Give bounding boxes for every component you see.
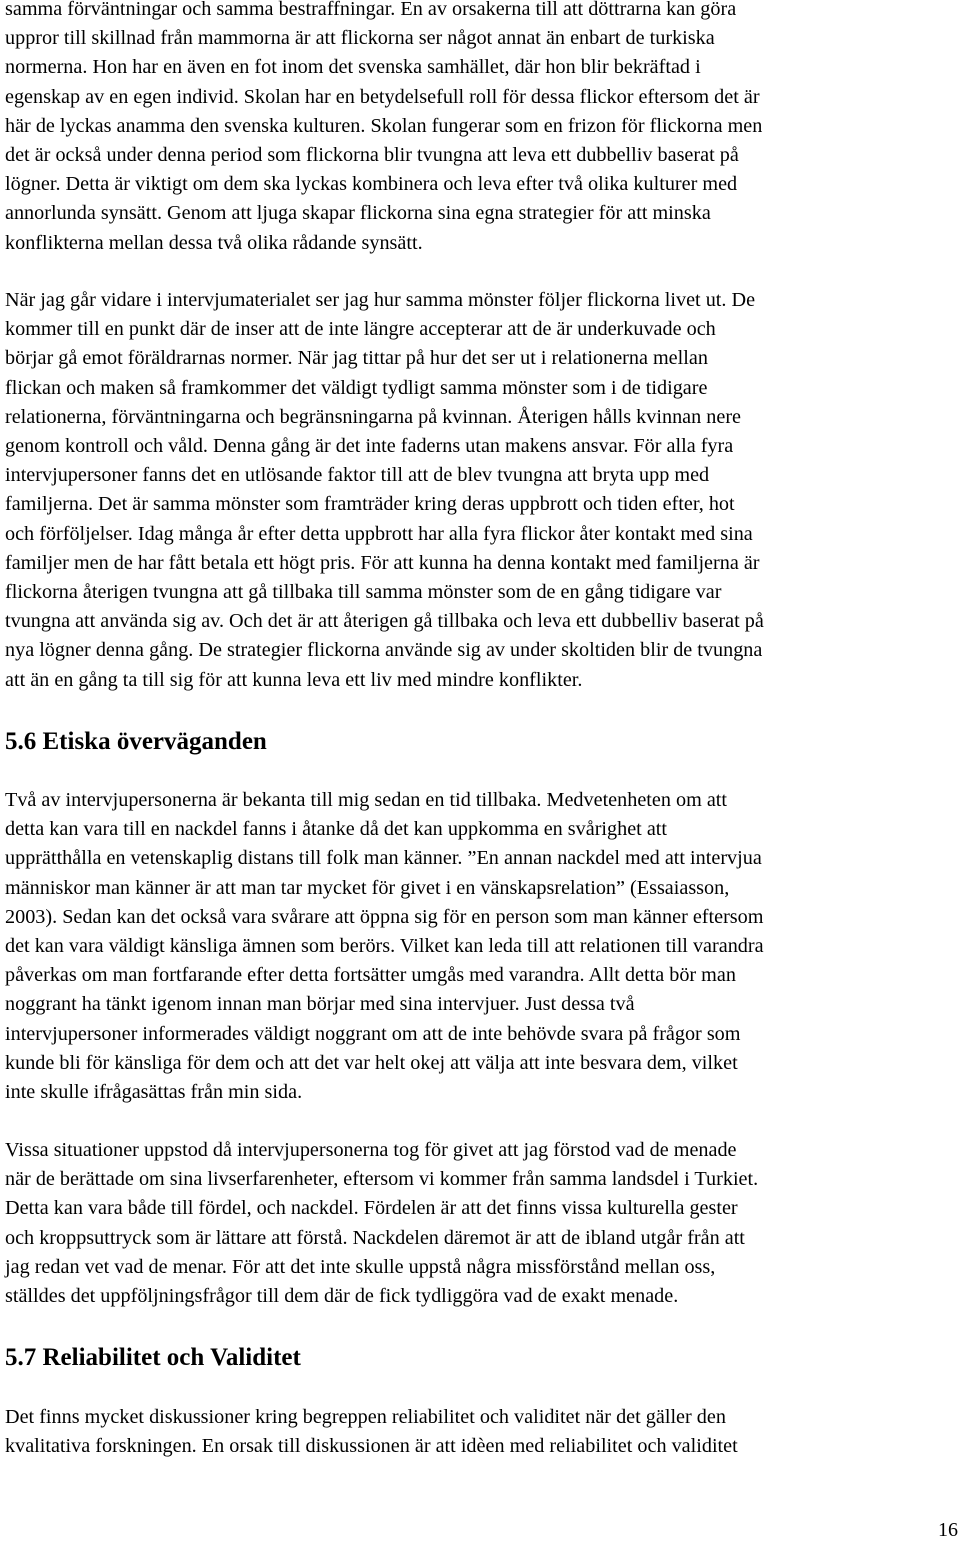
text-line: Detta kan vara både till fördel, och nackdel. Fördelen är att det finns vissa kulturella gester [5, 1197, 738, 1220]
page-number: 16 [938, 1519, 958, 1541]
text-line: påverkas om man fortfarande efter detta fortsätter umgås med varandra. Allt detta bör man [5, 964, 736, 987]
text-line: nya lögner denna gång. De strategier flickorna använde sig av under skoltiden blir de tvungna [5, 639, 763, 662]
text-line: Två av intervjupersonerna är bekanta till mig sedan en tid tillbaka. Medvetenheten om att [5, 789, 728, 811]
paragraph-ethics-familiar-interviewees [5, 786, 764, 1107]
text-line: Vissa situationer uppstod då intervjupersonerna tog för givet att jag förstod vad de menade [5, 1139, 737, 1161]
text-line: egenskap av en egen individ. Skolan har en betydelsefull roll för dessa flickor eftersom det är [5, 85, 760, 108]
text-line: flickorna återigen tvungna att gå tillbaka till samma mönster som de en gång tidigare var [5, 581, 722, 604]
text-line: annorlunda synsätt. Genom att ljuga skapar flickorna sina egna strategier för att minska [5, 202, 711, 225]
text-line: kvalitativa forskningen. En orsak till diskussionen är att idèen med reliabilitet och validitet [5, 1435, 738, 1458]
paragraph-shared-background [5, 1136, 758, 1311]
paragraph-reliability-validity [5, 1403, 738, 1461]
text-line: och kroppsuttryck som är lättare att förstå. Nackdelen däremot är att de ibland utgår från att [5, 1226, 745, 1249]
text-line: När jag går vidare i intervjumaterialet ser jag hur samma mönster följer flickorna livet ut. De [5, 289, 756, 311]
text-line: det är också under denna period som flickorna blir tvungna att leva ett dubbelliv baserat på [5, 144, 739, 167]
text-line: människor man känner är att man tar mycket för givet i en vänskapsrelation” (Essaiasson, [5, 876, 730, 899]
text-line: börjar gå emot föräldrarnas normer. När jag tittar på hur det ser ut i relationerna mellan [5, 347, 708, 370]
text-line: genom kontroll och våld. Denna gång är det inte faderns utan makens ansvar. För alla fyra [5, 435, 734, 458]
text-line: flickan och maken så framkommer det väldigt tydligt samma mönster som i de tidigare [5, 376, 708, 399]
text-line: relationerna, förväntningarna och begränsningarna på kvinnan. Återigen hålls kvinnan nere [5, 405, 742, 428]
text-line: här de lyckas anamma den svenska kulturen. Skolan fungerar som en frizon för flickorna men [5, 114, 763, 137]
text-line: tvungna att använda sig av. Och det är att återigen gå tillbaka och leva ett dubbelliv baserat på [5, 610, 764, 633]
text-line: uppror till skillnad från mammorna är att flickorna ser något annat än enbart de turkiska [5, 27, 715, 50]
text-line: det kan vara väldigt känsliga ämnen som berörs. Vilket kan leda till att relationen till varandra [5, 935, 764, 958]
text-line: lögner. Detta är viktigt om dem ska lyckas kombinera och leva efter två olika kulturer med [5, 173, 738, 196]
text-line: samma förväntningar och samma bestraffningar. En av orsakerna till att döttrarna kan göra [5, 0, 737, 20]
text-line: detta kan vara till en nackdel fanns i åtanke då det kan uppkomma en svårighet att [5, 818, 668, 841]
text-line: familjer men de har fått betala ett högt pris. För att kunna ha denna kontakt med familjerna är [5, 551, 760, 574]
text-line: familjerna. Det är samma mönster som framträder kring deras uppbrott och tiden efter, hot [5, 493, 735, 516]
text-line: kunde bli för känsliga för dem och att det var helt okej att välja att inte besvara dem, vilket [5, 1051, 738, 1074]
text-line: intervjupersoner fanns det en utlösande faktor till att de blev tvungna att bryta upp med [5, 464, 710, 487]
text-line: inte skulle ifrågasättas från min sida. [5, 1081, 303, 1104]
section-heading-ethics: 5.6 Etiska överväganden [5, 728, 267, 755]
paragraph-interview-patterns [5, 286, 764, 695]
paragraph-girls-school-culture [5, 0, 762, 258]
text-line: Det finns mycket diskussioner kring begreppen reliabilitet och validitet när det gäller den [5, 1406, 726, 1428]
text-line: upprätthålla en vetenskaplig distans till folk man känner. ”En annan nackdel med att intervjua [5, 847, 762, 870]
text-line: att än en gång ta till sig för att kunna leva ett liv med mindre konflikter. [5, 668, 583, 691]
text-line: jag redan vet vad de menar. För att det inte skulle uppstå några missförstånd mellan oss, [5, 1255, 716, 1278]
section-heading-reliability: 5.7 Reliabilitet och Validitet [5, 1344, 301, 1371]
text-line: noggrant ha tänkt igenom innan man börjar med sina intervjuer. Just dessa två [5, 993, 635, 1016]
text-line: normerna. Hon har en även en fot inom det svenska samhället, där hon blir bekräftad i [5, 56, 701, 79]
text-line: när de berättade om sina livserfarenheter, eftersom vi kommer från samma landsdel i Turkiet. [5, 1168, 759, 1191]
text-line: och förföljelser. Idag många år efter detta uppbrott har alla fyra flickor åter kontakt med sina [5, 522, 753, 545]
text-line: ställdes det uppföljningsfrågor till dem där de fick tydliggöra vad de exakt menade. [5, 1285, 679, 1308]
text-line: 2003). Sedan kan det också vara svårare att öppna sig för en person som man känner eftersom [5, 905, 764, 928]
text-line: intervjupersoner informerades väldigt noggrant om att de inte behövde svara på frågor som [5, 1022, 741, 1045]
text-line: kommer till en punkt där de inser att de inte längre accepterar att de är underkuvade och [5, 318, 716, 341]
text-line: konflikterna mellan dessa två olika rådande synsätt. [5, 231, 423, 254]
